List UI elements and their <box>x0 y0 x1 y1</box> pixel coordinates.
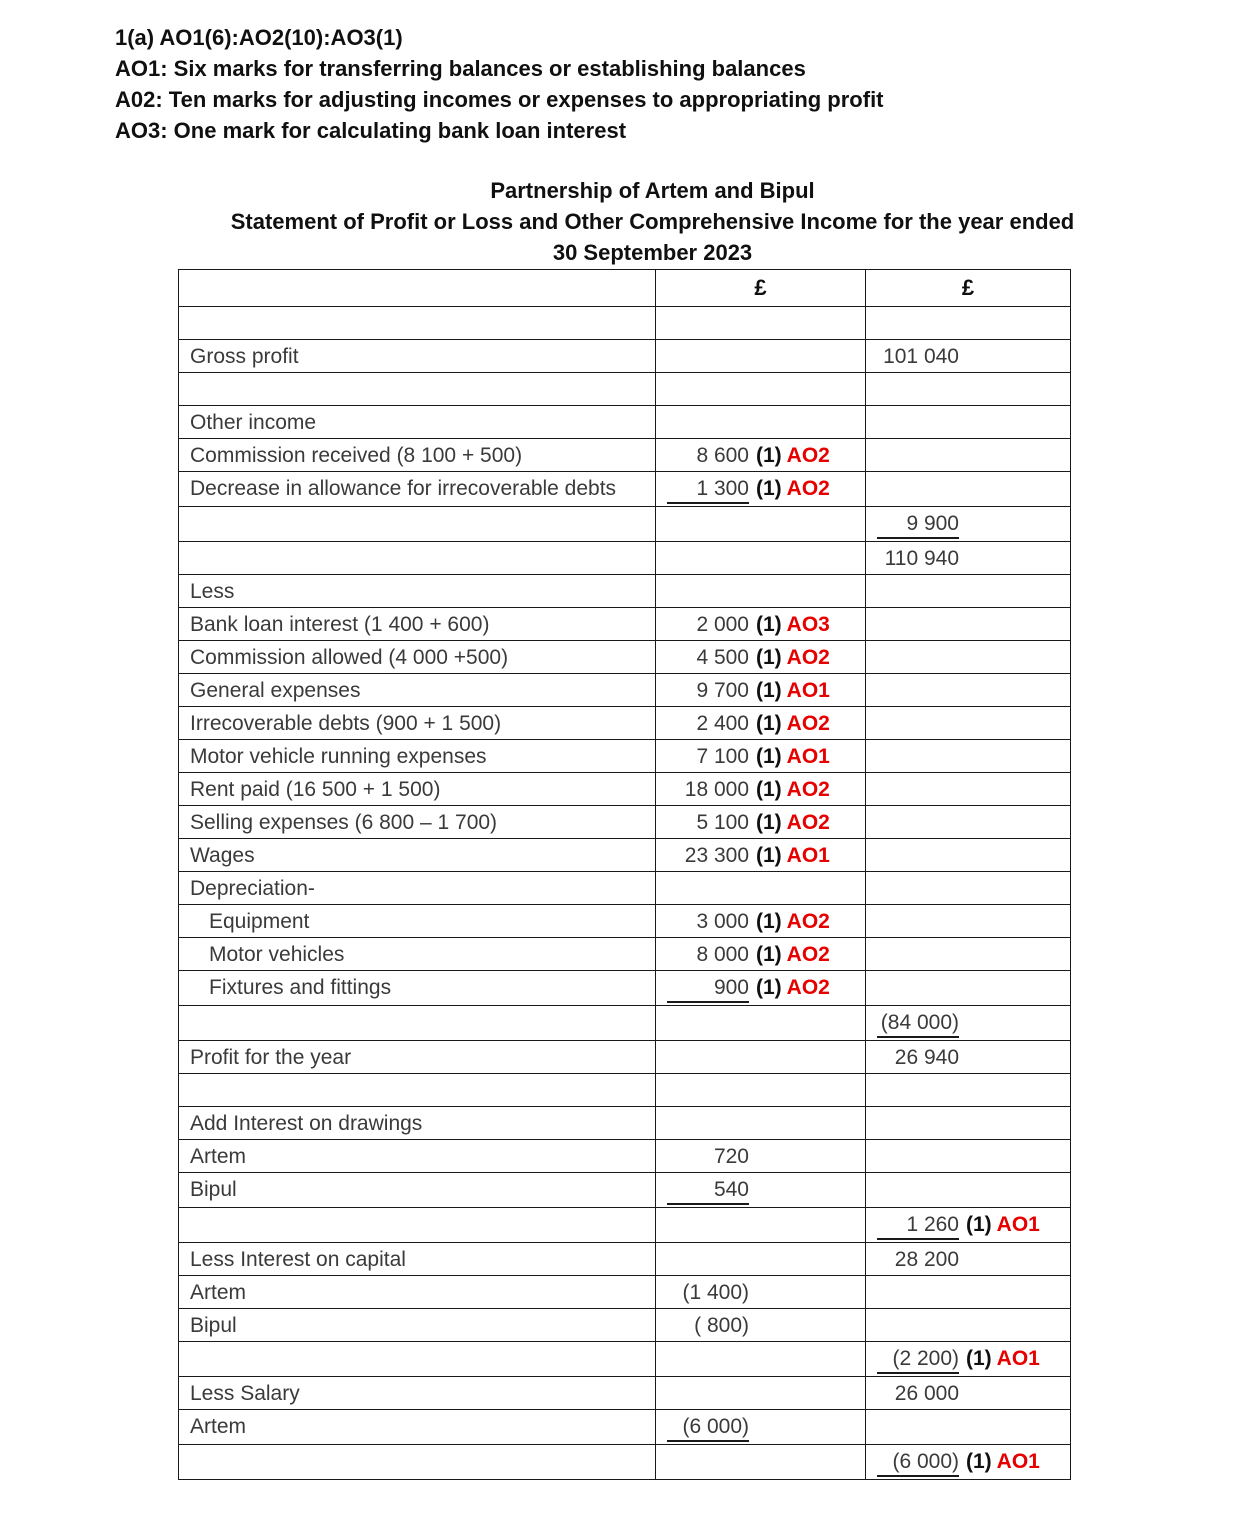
mark-count: (1) <box>756 778 782 801</box>
amount-cell <box>866 1208 1071 1243</box>
row-label: Rent paid (16 500 + 1 500) <box>179 773 656 806</box>
table-row <box>179 1173 1071 1208</box>
amount-cell <box>866 1140 1071 1173</box>
amount-cell <box>866 1107 1071 1140</box>
row-label: Bipul <box>179 1173 656 1208</box>
mark-ao-code: AO1 <box>786 679 830 702</box>
table-row <box>179 1041 1071 1074</box>
table-row <box>179 971 1071 1006</box>
row-label: Commission allowed (4 000 +500) <box>179 641 656 674</box>
currency-column-header-2: £ <box>866 270 1071 307</box>
mark-ao-code: AO2 <box>786 811 830 834</box>
row-label: Irrecoverable debts (900 + 1 500) <box>179 707 656 740</box>
table-row <box>179 406 1071 439</box>
mark-count: (1) <box>756 976 782 999</box>
table-row <box>179 1208 1071 1243</box>
amount-value: 8 600 <box>696 444 749 467</box>
statement-title-name: Statement of Profit or Loss and Other Comprehensive Income for the year ended <box>230 209 1075 234</box>
table-row <box>179 1006 1071 1041</box>
marking-guidance-line: A02: Ten marks for adjusting incomes or expenses to appropriating profit <box>115 87 884 112</box>
amount-cell <box>656 905 866 938</box>
amount-cell <box>656 740 866 773</box>
amount-cell <box>656 1173 866 1208</box>
amount-cell <box>656 472 866 507</box>
row-label: Selling expenses (6 800 – 1 700) <box>179 806 656 839</box>
table-row <box>179 1377 1071 1410</box>
amount-cell <box>656 340 866 373</box>
amount-cell <box>866 1276 1071 1309</box>
amount-cell <box>866 439 1071 472</box>
amount-value: 540 <box>667 1176 749 1205</box>
table-row <box>179 1074 1071 1107</box>
mark-count: (1) <box>966 1450 992 1473</box>
amount-value: 9 700 <box>696 679 749 702</box>
table-row <box>179 1276 1071 1309</box>
row-label: Other income <box>179 406 656 439</box>
amount-cell <box>656 1276 866 1309</box>
row-label <box>179 542 656 575</box>
marking-guidance-line: 1(a) AO1(6):AO2(10):AO3(1) <box>115 25 403 50</box>
amount-value: 110 940 <box>884 547 959 570</box>
amount-cell <box>656 1074 866 1107</box>
amount-cell <box>656 971 866 1006</box>
statement-table <box>178 269 1071 1480</box>
table-row <box>179 839 1071 872</box>
document-page <box>115 22 1191 1480</box>
row-label <box>179 1074 656 1107</box>
amount-cell <box>866 1006 1071 1041</box>
amount-cell <box>866 472 1071 507</box>
amount-value: 1 300 <box>667 475 749 504</box>
amount-value: 8 000 <box>696 943 749 966</box>
mark-count: (1) <box>966 1347 992 1370</box>
amount-cell <box>656 542 866 575</box>
table-row <box>179 740 1071 773</box>
table-row <box>179 1107 1071 1140</box>
table-row <box>179 806 1071 839</box>
table-row <box>179 905 1071 938</box>
amount-cell <box>866 406 1071 439</box>
amount-cell <box>866 1309 1071 1342</box>
statement-table-body <box>179 307 1071 1480</box>
mark-count: (1) <box>756 811 782 834</box>
row-label <box>179 1208 656 1243</box>
amount-value: 1 260 <box>877 1211 959 1240</box>
mark-count: (1) <box>756 745 782 768</box>
amount-cell <box>656 373 866 406</box>
amount-cell <box>656 307 866 340</box>
row-label <box>179 307 656 340</box>
mark-count: (1) <box>756 910 782 933</box>
amount-cell <box>656 406 866 439</box>
table-row <box>179 1140 1071 1173</box>
row-label <box>179 1342 656 1377</box>
table-row <box>179 1445 1071 1480</box>
row-label: General expenses <box>179 674 656 707</box>
amount-cell <box>656 1309 866 1342</box>
table-row <box>179 575 1071 608</box>
table-row <box>179 608 1071 641</box>
amount-value: (84 000) <box>877 1009 959 1038</box>
amount-value: (6 000) <box>877 1448 959 1477</box>
table-row <box>179 1342 1071 1377</box>
amount-cell <box>656 1342 866 1377</box>
table-row <box>179 307 1071 340</box>
row-label: Less <box>179 575 656 608</box>
amount-cell <box>866 1074 1071 1107</box>
amount-value: (6 000) <box>667 1413 749 1442</box>
mark-ao-code: AO2 <box>786 477 830 500</box>
amount-cell <box>656 674 866 707</box>
statement-title-partnership: Partnership of Artem and Bipul <box>490 178 815 203</box>
mark-count: (1) <box>756 444 782 467</box>
mark-ao-code: AO1 <box>786 745 830 768</box>
row-label: Profit for the year <box>179 1041 656 1074</box>
row-label: Gross profit <box>179 340 656 373</box>
amount-value: 18 000 <box>684 778 749 801</box>
table-row <box>179 872 1071 905</box>
amount-cell <box>866 1173 1071 1208</box>
amount-cell <box>866 641 1071 674</box>
amount-cell <box>866 740 1071 773</box>
statement-title-date: 30 September 2023 <box>552 240 753 265</box>
row-label <box>179 507 656 542</box>
table-row <box>179 1309 1071 1342</box>
amount-cell <box>656 1410 866 1445</box>
amount-cell <box>656 1208 866 1243</box>
amount-cell <box>866 773 1071 806</box>
row-label: Fixtures and fittings <box>179 971 656 1006</box>
amount-value: (1 400) <box>682 1281 749 1304</box>
mark-count: (1) <box>756 646 782 669</box>
amount-cell <box>866 971 1071 1006</box>
amount-cell <box>656 938 866 971</box>
row-label: Wages <box>179 839 656 872</box>
amount-cell <box>866 1445 1071 1480</box>
amount-cell <box>866 575 1071 608</box>
amount-cell <box>866 872 1071 905</box>
row-label: Motor vehicles <box>179 938 656 971</box>
amount-cell <box>866 1377 1071 1410</box>
amount-value: 4 500 <box>696 646 749 669</box>
table-row <box>179 1410 1071 1445</box>
table-row <box>179 472 1071 507</box>
mark-ao-code: AO1 <box>996 1347 1040 1370</box>
amount-cell <box>866 674 1071 707</box>
amount-cell <box>656 839 866 872</box>
amount-cell <box>866 707 1071 740</box>
mark-ao-code: AO2 <box>786 712 830 735</box>
mark-ao-code: AO2 <box>786 646 830 669</box>
row-label: Artem <box>179 1140 656 1173</box>
row-label: Commission received (8 100 + 500) <box>179 439 656 472</box>
label-column-header <box>179 270 656 307</box>
amount-value: 23 300 <box>684 844 749 867</box>
marking-guidance-line: AO1: Six marks for transferring balances or establishing balances <box>115 56 806 81</box>
mark-ao-code: AO2 <box>786 976 830 999</box>
amount-cell <box>656 1377 866 1410</box>
table-row <box>179 707 1071 740</box>
marking-guidance-line: AO3: One mark for calculating bank loan interest <box>115 118 627 143</box>
row-label: Artem <box>179 1410 656 1445</box>
amount-value: 720 <box>713 1145 749 1168</box>
row-label: Less Interest on capital <box>179 1243 656 1276</box>
row-label: Depreciation- <box>179 872 656 905</box>
amount-cell <box>866 373 1071 406</box>
amount-cell <box>656 707 866 740</box>
mark-ao-code: AO1 <box>786 844 830 867</box>
mark-ao-code: AO2 <box>786 910 830 933</box>
mark-ao-code: AO2 <box>786 943 830 966</box>
table-row <box>179 674 1071 707</box>
amount-cell <box>866 839 1071 872</box>
mark-ao-code: AO2 <box>786 444 830 467</box>
amount-cell <box>866 307 1071 340</box>
row-label: Less Salary <box>179 1377 656 1410</box>
amount-cell <box>656 507 866 542</box>
mark-count: (1) <box>756 844 782 867</box>
amount-cell <box>866 806 1071 839</box>
amount-cell <box>656 1140 866 1173</box>
amount-cell <box>866 542 1071 575</box>
row-label: Bipul <box>179 1309 656 1342</box>
mark-count: (1) <box>756 712 782 735</box>
amount-cell <box>656 439 866 472</box>
mark-count: (1) <box>756 477 782 500</box>
amount-cell <box>866 340 1071 373</box>
amount-cell <box>866 938 1071 971</box>
amount-cell <box>866 608 1071 641</box>
row-label <box>179 1006 656 1041</box>
amount-cell <box>656 1107 866 1140</box>
amount-cell <box>656 575 866 608</box>
amount-value: 101 040 <box>883 345 959 368</box>
amount-cell <box>656 608 866 641</box>
row-label: Add Interest on drawings <box>179 1107 656 1140</box>
table-row <box>179 641 1071 674</box>
amount-cell <box>656 1445 866 1480</box>
table-row <box>179 938 1071 971</box>
row-label: Decrease in allowance for irrecoverable debts <box>179 472 656 507</box>
amount-value: (2 200) <box>877 1345 959 1374</box>
amount-cell <box>866 1243 1071 1276</box>
amount-value: 2 000 <box>696 613 749 636</box>
amount-value: 26 940 <box>894 1046 959 1069</box>
amount-cell <box>866 1342 1071 1377</box>
amount-cell <box>656 641 866 674</box>
mark-count: (1) <box>756 943 782 966</box>
mark-count: (1) <box>756 679 782 702</box>
row-label: Bank loan interest (1 400 + 600) <box>179 608 656 641</box>
marking-guidance-block <box>115 22 1191 146</box>
mark-ao-code: AO1 <box>996 1450 1040 1473</box>
amount-value: 900 <box>667 974 749 1003</box>
amount-cell <box>656 806 866 839</box>
row-label: Motor vehicle running expenses <box>179 740 656 773</box>
amount-value: 7 100 <box>696 745 749 768</box>
table-row <box>179 542 1071 575</box>
amount-value: 2 400 <box>696 712 749 735</box>
amount-cell <box>866 1041 1071 1074</box>
currency-column-header-1: £ <box>656 270 866 307</box>
table-header-row <box>179 270 1071 307</box>
row-label: Equipment <box>179 905 656 938</box>
table-row <box>179 340 1071 373</box>
amount-cell <box>866 905 1071 938</box>
amount-cell <box>656 1041 866 1074</box>
table-row <box>179 439 1071 472</box>
row-label: Artem <box>179 1276 656 1309</box>
amount-cell <box>656 872 866 905</box>
amount-cell <box>866 1410 1071 1445</box>
amount-cell <box>656 1006 866 1041</box>
mark-count: (1) <box>756 613 782 636</box>
mark-ao-code: AO1 <box>996 1213 1040 1236</box>
mark-ao-code: AO2 <box>786 778 830 801</box>
amount-cell <box>656 773 866 806</box>
table-row <box>179 507 1071 542</box>
amount-value: 5 100 <box>696 811 749 834</box>
amount-value: 26 000 <box>894 1382 959 1405</box>
table-row <box>179 373 1071 406</box>
statement-title-block <box>115 175 1190 268</box>
table-row <box>179 1243 1071 1276</box>
amount-value: 3 000 <box>696 910 749 933</box>
amount-cell <box>656 1243 866 1276</box>
mark-count: (1) <box>966 1213 992 1236</box>
row-label <box>179 1445 656 1480</box>
mark-ao-code: AO3 <box>786 613 830 636</box>
table-row <box>179 773 1071 806</box>
row-label <box>179 373 656 406</box>
amount-value: 28 200 <box>894 1248 959 1271</box>
amount-value: ( 800) <box>694 1314 749 1337</box>
amount-value: 9 900 <box>877 510 959 539</box>
amount-cell <box>866 507 1071 542</box>
